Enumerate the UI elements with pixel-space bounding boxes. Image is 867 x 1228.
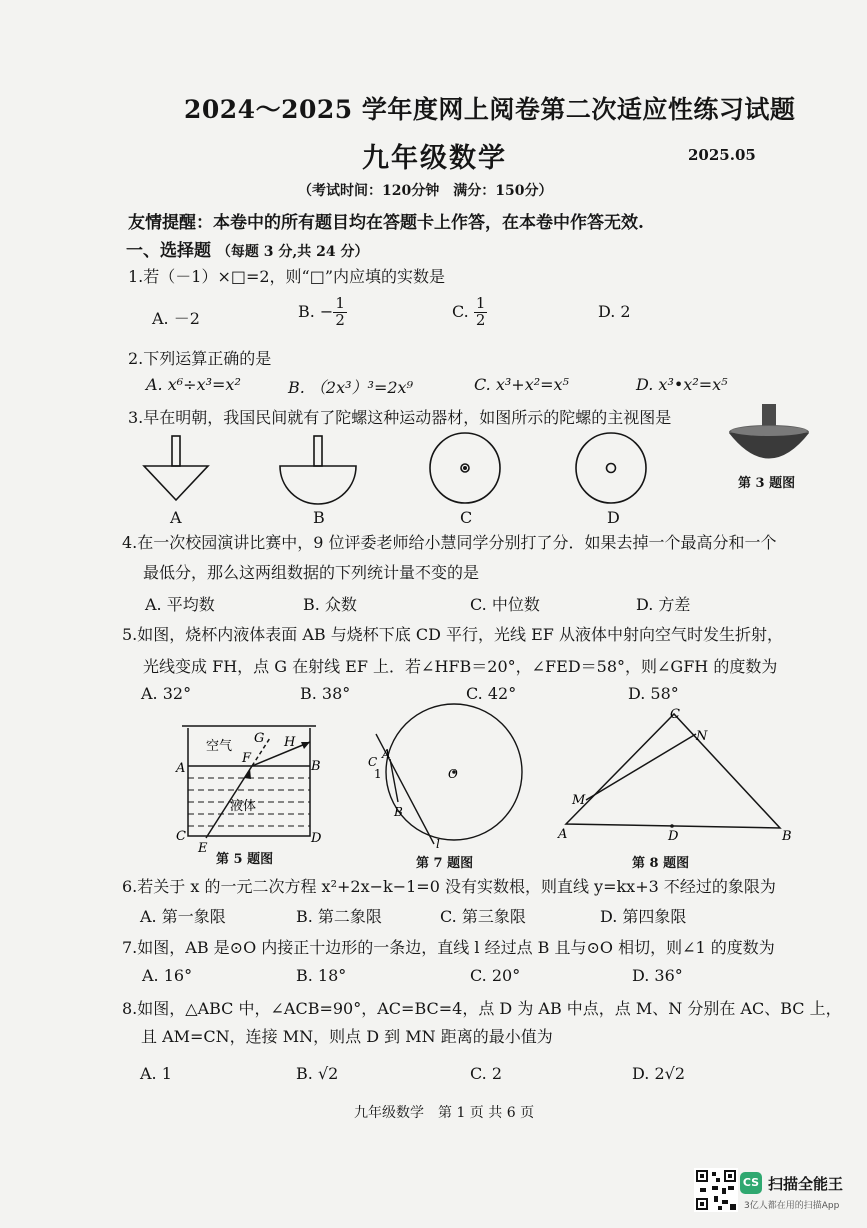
q2-option-c: C. x³+x²=x⁵ <box>474 375 569 394</box>
fig7-point-c: C <box>368 755 378 769</box>
question-4-line1: 4.在一次校园演讲比赛中，9 位评委老师给小慧同学分别打了分．如果去掉一个最高分和一个 <box>122 533 777 552</box>
fig5-caption: 第 5 题图 <box>216 852 274 867</box>
exam-date: 2025.05 <box>688 146 756 164</box>
exam-title: 2024～2025 学年度网上阅卷第二次适应性练习试题 <box>184 95 796 124</box>
page-footer: 九年级数学 第 1 页 共 6 页 <box>354 1105 535 1121</box>
q2-option-b: B. （2x³）³=2x⁹ <box>288 378 413 397</box>
q6-option-b: B. 第二象限 <box>296 907 382 926</box>
q3-label-c: C <box>460 508 473 527</box>
q3-shape-a <box>144 436 208 500</box>
fig8-point-b: B <box>782 829 792 844</box>
fig8-point-n: N <box>696 729 708 744</box>
q8-option-a: A. 1 <box>140 1064 172 1083</box>
q2-option-d: D. x³•x²=x⁵ <box>636 375 728 394</box>
fig5-point-g: G <box>254 731 265 746</box>
fig7-point-b: B <box>394 805 403 819</box>
exam-info: （考试时间：120分钟 满分：150分） <box>298 183 553 199</box>
q3-label-b: B <box>313 508 325 527</box>
q8-option-b: B. √2 <box>296 1064 339 1083</box>
section-heading: 一、选择题 （每题 3 分,共 24 分） <box>126 241 369 261</box>
q8-option-c: C. 2 <box>470 1064 503 1083</box>
fig5-point-a: A <box>176 761 186 776</box>
q6-option-d: D. 第四象限 <box>600 907 687 926</box>
scanner-brand-name: 扫描全能王 <box>768 1175 844 1193</box>
q4-option-c: C. 中位数 <box>470 595 540 614</box>
fig7-point-a: A <box>382 747 391 761</box>
question-6: 6.若关于 x 的一元二次方程 x²+2x−k−1=0 没有实数根，则直线 y=kx+3 不经过的象限为 <box>122 877 776 896</box>
fig5-liquid-label: 液体 <box>230 799 257 814</box>
camscanner-logo-icon: CS <box>740 1172 762 1194</box>
question-8-line1: 8.如图，△ABC 中，∠ACB=90°，AC=BC=4，点 D 为 AB 中点，点 M、N 分别在 AC、BC 上， <box>122 999 842 1018</box>
fig7-line-l: l <box>436 837 440 850</box>
q7-option-a: A. 16° <box>142 966 193 985</box>
question-5-line2: 光线变成 FH，点 G 在射线 EF 上．若∠HFB＝20°，∠FED＝58°，则∠GFH 的度数为 <box>143 657 778 676</box>
qr-code-icon <box>694 1168 738 1212</box>
fig8-point-d: D <box>668 829 679 844</box>
q3-label-a: A <box>170 508 182 527</box>
exam-subject: 九年级数学 <box>362 143 507 174</box>
q4-option-b: B. 众数 <box>303 595 357 614</box>
q4-option-a: A. 平均数 <box>145 595 215 614</box>
fig8-point-c: C <box>670 707 680 722</box>
question-8-line2: 且 AM=CN，连接 MN，则点 D 到 MN 距离的最小值为 <box>141 1027 553 1046</box>
fig5-point-f: F <box>242 751 252 766</box>
fig7-angle-1: 1 <box>374 767 382 781</box>
q1-option-c: C. $\frac{1}{2}$ <box>452 294 486 329</box>
question-2: 2.下列运算正确的是 <box>128 349 272 368</box>
fig5-point-b: B <box>311 759 321 774</box>
q3-label-d: D <box>607 508 620 527</box>
q6-option-c: C. 第三象限 <box>440 907 526 926</box>
q1-option-b: B. − $\frac{1}{2}$ <box>298 294 345 329</box>
fig5-air-label: 空气 <box>206 739 233 754</box>
q2-option-a: A. x⁶÷x³=x² <box>146 375 241 394</box>
q5-option-c: C. 42° <box>466 684 517 703</box>
question-7: 7.如图，AB 是⊙O 内接正十边形的一条边，直线 l 经过点 B 且与⊙O 相切，则∠1 的度数为 <box>122 938 775 957</box>
fig5-point-c: C <box>176 829 186 844</box>
question-5-line1: 5.如图，烧杯内液体表面 AB 与烧杯下底 CD 平行，光线 EF 从液体中射向空气时发生折射， <box>122 625 783 644</box>
q3-shape-b <box>280 436 356 504</box>
fig7-caption: 第 7 题图 <box>416 856 474 871</box>
q1-option-d: D. 2 <box>598 302 631 321</box>
q1-option-a: A. －2 <box>152 309 200 328</box>
q6-option-a: A. 第一象限 <box>140 907 226 926</box>
figure-7 <box>362 700 532 850</box>
fig5-point-e: E <box>198 841 208 856</box>
q5-option-a: A. 32° <box>141 684 192 703</box>
fig7-center-o: O <box>448 767 458 781</box>
question-4-line2: 最低分，那么这两组数据的下列统计量不变的是 <box>143 563 480 582</box>
q7-option-b: B. 18° <box>296 966 347 985</box>
spinning-top-picture <box>724 402 814 472</box>
fig3-caption: 第 3 题图 <box>738 476 796 491</box>
figure-5 <box>170 712 330 862</box>
scanner-tagline: 3亿人都在用的扫描App <box>744 1201 840 1211</box>
fig5-point-d: D <box>311 831 322 846</box>
question-1: 1.若（－1）×□=2，则“□”内应填的实数是 <box>128 267 446 286</box>
question-3: 3.早在明朝，我国民间就有了陀螺这种运动器材，如图所示的陀螺的主视图是 <box>128 408 672 427</box>
q7-option-d: D. 36° <box>632 966 683 985</box>
fig8-caption: 第 8 题图 <box>632 856 690 871</box>
q8-option-d: D. 2√2 <box>632 1064 685 1083</box>
q4-option-d: D. 方差 <box>636 595 691 614</box>
fig8-point-m: M <box>572 793 586 808</box>
fig8-point-a: A <box>558 827 568 842</box>
q5-option-b: B. 38° <box>300 684 351 703</box>
q5-option-d: D. 58° <box>628 684 679 703</box>
reminder: 友情提醒：本卷中的所有题目均在答题卡上作答，在本卷中作答无效. <box>128 213 644 233</box>
q3-shape-d <box>576 433 646 503</box>
q7-option-c: C. 20° <box>470 966 521 985</box>
figure-8 <box>556 700 796 850</box>
fig5-point-h: H <box>284 735 296 750</box>
